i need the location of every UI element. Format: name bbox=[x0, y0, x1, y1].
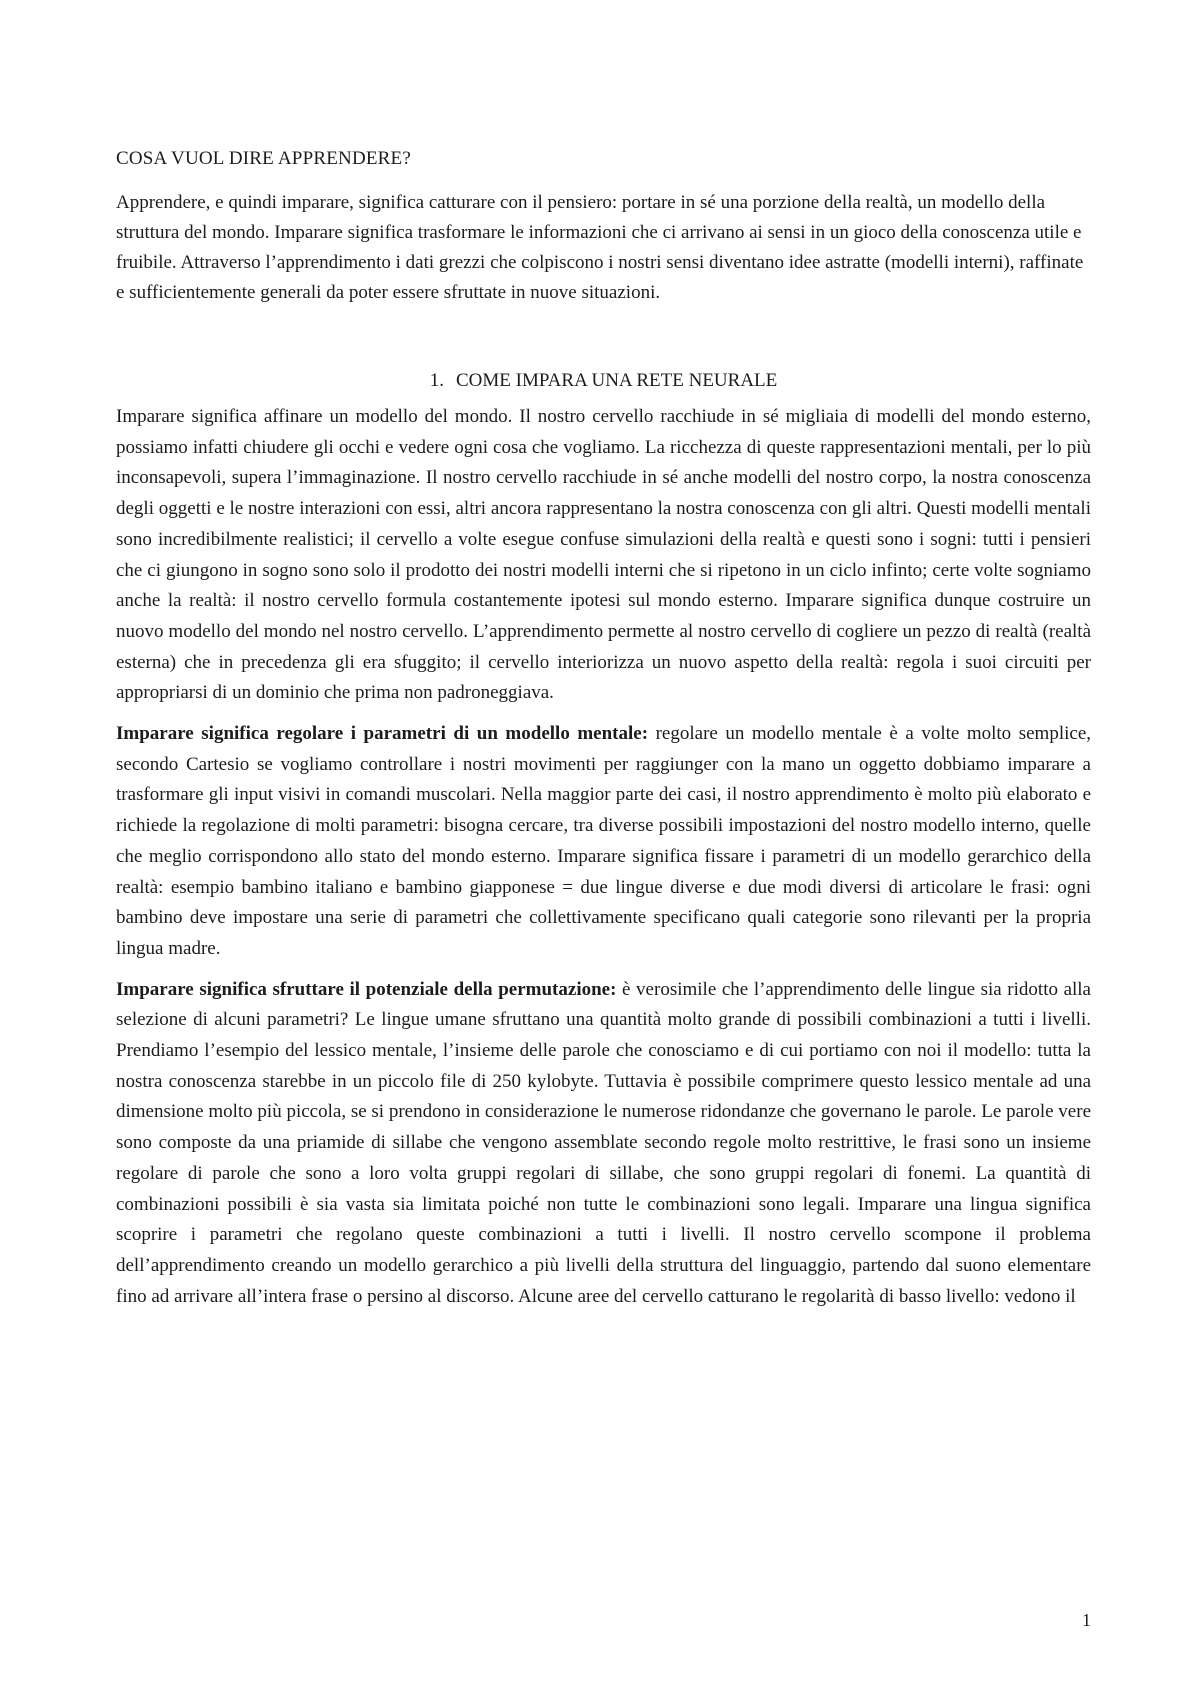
intro-paragraph: Apprendere, e quindi imparare, significa catturare con il pensiero: portare in sé una porzione della realtà, un modello della struttura del mondo. Imparare significa trasformare le informazioni che ci arrivano ai sensi in un gioco della conoscenza utile e fruibile. Attraverso l’apprendimento i dati grezzi che colpiscono i nostri sensi diventano idee astratte (modelli interni), raffinate e sufficientemente generali da poter essere sfruttate in nuove situazioni. bbox=[116, 192, 1084, 303]
section-heading bbox=[116, 370, 1091, 392]
page-content bbox=[116, 148, 1091, 1322]
document-title: COSA VUOL DIRE APPRENDERE? bbox=[116, 148, 411, 169]
body-paragraph-2 bbox=[116, 719, 1091, 965]
paragraph-text: regolare un modello mentale è a volte molto semplice, secondo Cartesio se vogliamo controllare i nostri movimenti per raggiunger con la mano un oggetto dobbiamo imparare a trasformare gli input visivi in comandi muscolari. Nella maggior parte dei casi, il nostro apprendimento è molto più elaborato e richiede la regolazione di molti parametri: bisogna cercare, tra diverse possibili impostazioni del nostro modello interno, quelle che meglio corrispondono allo stato del mondo esterno. Imparare significa fissare i parametri di un modello gerarchico della realtà: esempio bambino italiano e bambino giapponese = due lingue diverse e due modi diversi di articolare le frasi: ogni bambino deve impostare una serie di parametri che collettivamente specificano quali categorie sono rilevanti per la propria lingua madre. bbox=[116, 723, 1091, 959]
page-number: 1 bbox=[1082, 1610, 1091, 1630]
body-paragraph-1 bbox=[116, 402, 1091, 709]
paragraph-text: Imparare significa affinare un modello del mondo. Il nostro cervello racchiude in sé migliaia di modelli del mondo esterno, possiamo infatti chiudere gli occhi e vedere ogni cosa che vogliamo. La ricchezza di queste rappresentazioni mentali, per lo più inconsapevoli, supera l’immaginazione. Il nostro cervello racchiude in sé anche modelli del nostro corpo, la nostra conoscenza degli oggetti e le nostre interazioni con essi, altri ancora rappresentano la nostra conoscenza con gli altri. Questi modelli mentali sono incredibilmente realistici; il cervello a volte esegue confuse simulazioni della realtà e questi sono i sogni: tutti i pensieri che ci giungono in sogno sono solo il prodotto dei nostri modelli interni che si ripetono in un ciclo infinto; certe volte sogniamo anche la realtà: il nostro cervello formula costantemente ipotesi sul mondo esterno. Imparare significa dunque costruire un nuovo modello del mondo nel nostro cervello. L’apprendimento permette al nostro cervello di cogliere un pezzo di realtà (realtà esterna) che in precedenza gli era sfuggito; il cervello interiorizza un nuovo aspetto della realtà: regola i suoi circuiti per appropriarsi di un dominio che prima non padroneggiava. bbox=[116, 406, 1091, 704]
paragraph-text: è verosimile che l’apprendimento delle lingue sia ridotto alla selezione di alcuni parametri? Le lingue umane sfruttano una quantità molto grande di possibili combinazioni a tutti i livelli. Prendiamo l’esempio del lessico mentale, l’insieme delle parole che conosciamo e di cui portiamo con noi il modello: tutta la nostra conoscenza starebbe in un piccolo file di 250 kylobyte. Tuttavia è possibile comprimere questo lessico mentale ad una dimensione molto più piccola, se si prendono in considerazione le numerose ridondanze che governano le parole. Le parole vere sono composte da una priamide di sillabe che vengono assemblate secondo regole molto restrittive, le frasi sono un insieme regolare di parole che sono a loro volta gruppi regolari di sillabe, che sono gruppi regolari di fonemi. La quantità di combinazioni possibili è sia vasta sia limitata poiché non tutte le combinazioni sono legali. Imparare una lingua significa scoprire i parametri che regolano queste combinazioni a tutti i livelli. Il nostro cervello scompone il problema dell’apprendimento creando un modello gerarchico a più livelli della struttura del linguaggio, partendo dal suono elementare fino ad arrivare all’intera frase o persino al discorso. Alcune aree del cervello catturano le regolarità di basso livello: vedono il bbox=[116, 978, 1091, 1307]
section-number: 1. bbox=[429, 370, 444, 391]
section-title: COME IMPARA UNA RETE NEURALE bbox=[455, 370, 778, 391]
paragraph-lead: Imparare significa regolare i parametri di un modello mentale: bbox=[116, 723, 649, 745]
paragraph-lead: Imparare significa sfruttare il potenziale della permutazione: bbox=[116, 978, 617, 1000]
body-paragraph-3 bbox=[116, 975, 1091, 1313]
